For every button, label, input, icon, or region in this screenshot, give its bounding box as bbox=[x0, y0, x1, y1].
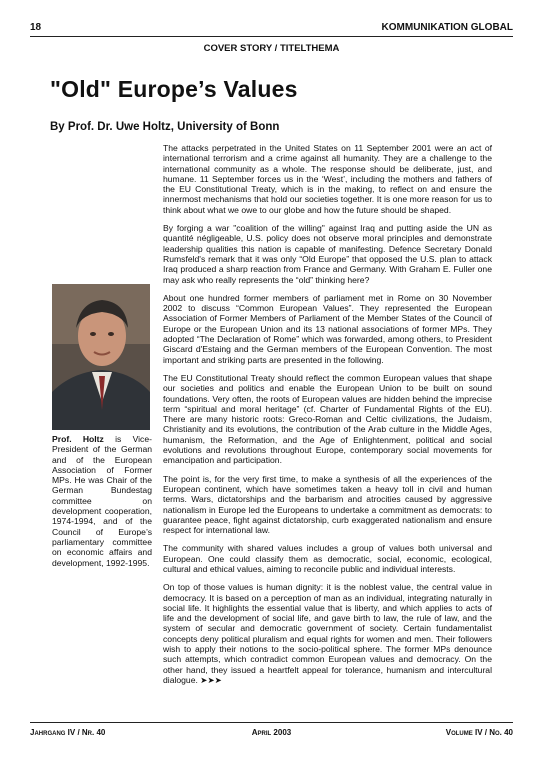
caption-text: is Vice-President of the German and of the European Association of Former MPs. He was Chair of the German Bundestag committee on development cooperation, 1974-1994, and of the Council of Europe’s parliamentary committee on economic affairs and development, 1992-1995. bbox=[52, 434, 152, 568]
paragraph: The point is, for the very first time, to make a synthesis of all the experiences of the European continent, which have sometimes taken a heavy toll in civil and human terms. Wars, dictatorships and the barbarism and atrocities caused by aggressive nationalism in Europe led the Europeans to undertake a commitment as democrats: to guarantee peace, fight against dictatorship, curb exaggerated nationalism and ensure respect for international law. bbox=[163, 473, 492, 536]
article-body bbox=[163, 143, 492, 693]
caption-name: Prof. Holtz bbox=[52, 434, 104, 444]
article-title: "Old" Europe’s Values bbox=[50, 76, 298, 102]
byline: By Prof. Dr. Uwe Holtz, University of Bonn bbox=[50, 121, 280, 133]
paragraph: By forging a war "coalition of the willing" against Iraq and putting aside the UN as quantité négligeable, U.S. policy does not observe moral principles and demonstrate leadership qualities this nation is capable of manifesting. Defence Secretary Donald Rumsfeld's remark that it was only “Old Europe” that opposed the U.S. plan to attack Iraq produced a sharp reaction from France and Germany. With Graham E. Fuller one may ask who really represents the “old” thinking here? bbox=[163, 223, 492, 285]
footer-left: Jahrgang IV / Nr. 40 bbox=[30, 728, 106, 737]
portrait-illustration bbox=[52, 284, 150, 430]
photo-caption bbox=[52, 434, 152, 568]
section-label: COVER STORY / TITELTHEMA bbox=[203, 43, 340, 54]
journal-name: KOMMUNIKATION GLOBAL bbox=[381, 22, 513, 33]
page-number: 18 bbox=[30, 22, 42, 33]
footer-right: Volume IV / No. 40 bbox=[445, 728, 513, 737]
page-footer bbox=[30, 722, 513, 741]
paragraph: The community with shared values includes a group of values both universal and European. One could classify them as democratic, social, economic, ecological, cultural and ethical values, aiming to reconcile public and individual interests. bbox=[163, 543, 492, 574]
paragraph: On top of those values is human dignity: it is the noblest value, the central value in democracy. It is based on a perception of man as an individual, integrating naturally in social life. It highlights the essential value that is liberty, and which applies to acts of life and the development of social life, and gave birth to law, the rule of law, and the system of secular and democratic government of society. Certain fundamentalist concepts deny political pluralism and equal rights for women and men. Their followers wish to apply their notions to the socio-political sphere. The former MPs denounce such attempts, which contradict common European values and democracy. On the other hand, they issued a heartfelt appeal for tolerance, humanism and intercultural dialogue. ➤➤➤ bbox=[163, 582, 492, 685]
paragraph: The attacks perpetrated in the United States on 11 September 2001 were an act of international terrorism and a crime against all humanity. They are a challenge to the international community as a whole. The response should be deliberate, just, and humane. 11 September forces us in the ‘West’, including the mothers and fathers of the EU Constitutional Treaty, which is in the making, to reflect on and ensure the innermost mechanisms that hold our societies together. It is one more reason for us to think about what we owe to our globe and how the future should be shaped. bbox=[163, 143, 492, 215]
page-header bbox=[30, 20, 513, 37]
footer-date: April 2003 bbox=[251, 728, 292, 737]
author-photo bbox=[52, 284, 150, 430]
paragraph: About one hundred former members of parliament met in Rome on 30 November 2002 to discuss “Common European Values”. They represented the European Association of Former Members of Parliament of the Member States of the Council of Europe or the European Union and its 13 national associations of former MPs. They adopted “The Declaration of Rome” which was forwarded, among others, to President Giscard d'Estaing and the German members of the European Convention. The most important and striking parts are presented in the following. bbox=[163, 292, 492, 365]
paragraph: The EU Constitutional Treaty should reflect the common European values that shape our societies and politics and enable the European Union to be built on sound foundations. Very often, the roots of European values are hidden behind the imprecise term “spiritual and moral heritage” (cf. Charter of Fundamental Rights of the EU). There are many historic roots: Greco-Roman and Celtic civilizations, the Judaism, Christianity and its evolutions, the contribution of the Arab culture in the Middle Ages, humanism, the Reformation, and the Age of Enlightenment, political and social evolutions and revolutions throughout Europe, contemporary social movements for emancipation and participation. bbox=[163, 372, 492, 466]
